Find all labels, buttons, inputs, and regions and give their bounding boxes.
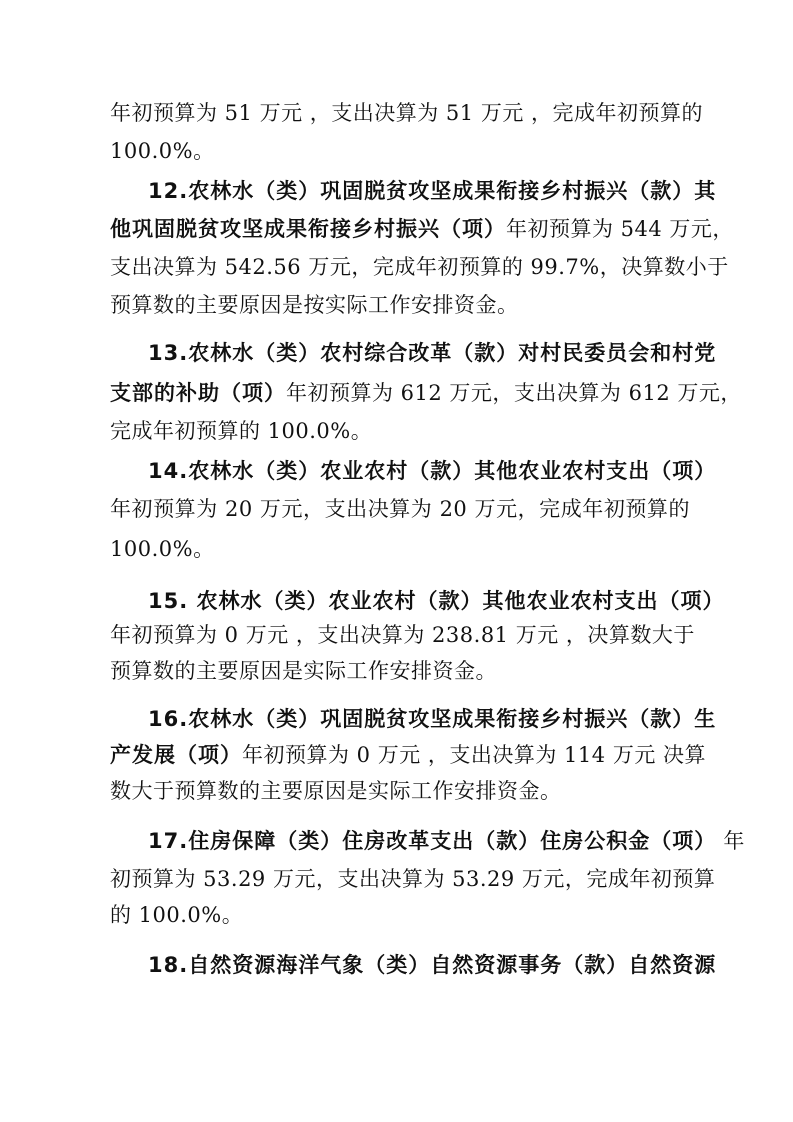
paragraph-heading-line: 12.农林水（类）巩固脱贫攻坚成果衔接乡村振兴（款）其 [148, 179, 717, 203]
paragraph-heading-line: 14.农林水（类）农业农村（款）其他农业农村支出（项） [148, 459, 717, 483]
paragraph-line: 年初预算为 51 万元 ，支出决算为 51 万元 ，完成年初预算的 [110, 101, 703, 125]
paragraph-heading-line: 13.农林水（类）农村综合改革（款）对村民委员会和村党 [148, 341, 717, 365]
paragraph-line: 预算数的主要原因是按实际工作安排资金。 [110, 293, 519, 317]
paragraph-line: 年初预算为 0 万元 ，支出决算为 238.81 万元 ，决算数大于 [110, 623, 695, 647]
paragraph-line: 的 100.0%。 [110, 903, 244, 927]
paragraph-heading-line: 16.农林水（类）巩固脱贫攻坚成果衔接乡村振兴（款）生 [148, 707, 717, 731]
paragraph-line: 产发展（项）年初预算为 0 万元 ，支出决算为 114 万元 决算 [110, 743, 706, 767]
paragraph-line: 预算数的主要原因是实际工作安排资金。 [110, 659, 497, 683]
paragraph-line: 初预算为 53.29 万元，支出决算为 53.29 万元，完成年初预算 [110, 867, 716, 891]
paragraph-line: 支部的补助（项）年初预算为 612 万元，支出决算为 612 万元， [110, 381, 742, 405]
paragraph-line: 100.0%。 [110, 537, 215, 561]
paragraph-heading-line: 18.自然资源海洋气象（类）自然资源事务（款）自然资源 [148, 953, 717, 977]
paragraph-line: 支出决算为 542.56 万元，完成年初预算的 99.7%，决算数小于 [110, 255, 729, 279]
paragraph-line: 他巩固脱贫攻坚成果衔接乡村振兴（项）年初预算为 544 万元， [110, 217, 734, 241]
paragraph-line: 数大于预算数的主要原因是实际工作安排资金。 [110, 779, 562, 803]
paragraph-line: 年初预算为 20 万元，支出决算为 20 万元，完成年初预算的 [110, 497, 690, 521]
paragraph-heading-line: 17.住房保障（类）住房改革支出（款）住房公积金（项） 年 [148, 829, 745, 853]
paragraph-heading-line: 15. 农林水（类）农业农村（款）其他农业农村支出（项） [148, 589, 725, 613]
paragraph-line: 完成年初预算的 100.0%。 [110, 419, 373, 443]
paragraph-line: 100.0%。 [110, 139, 215, 163]
